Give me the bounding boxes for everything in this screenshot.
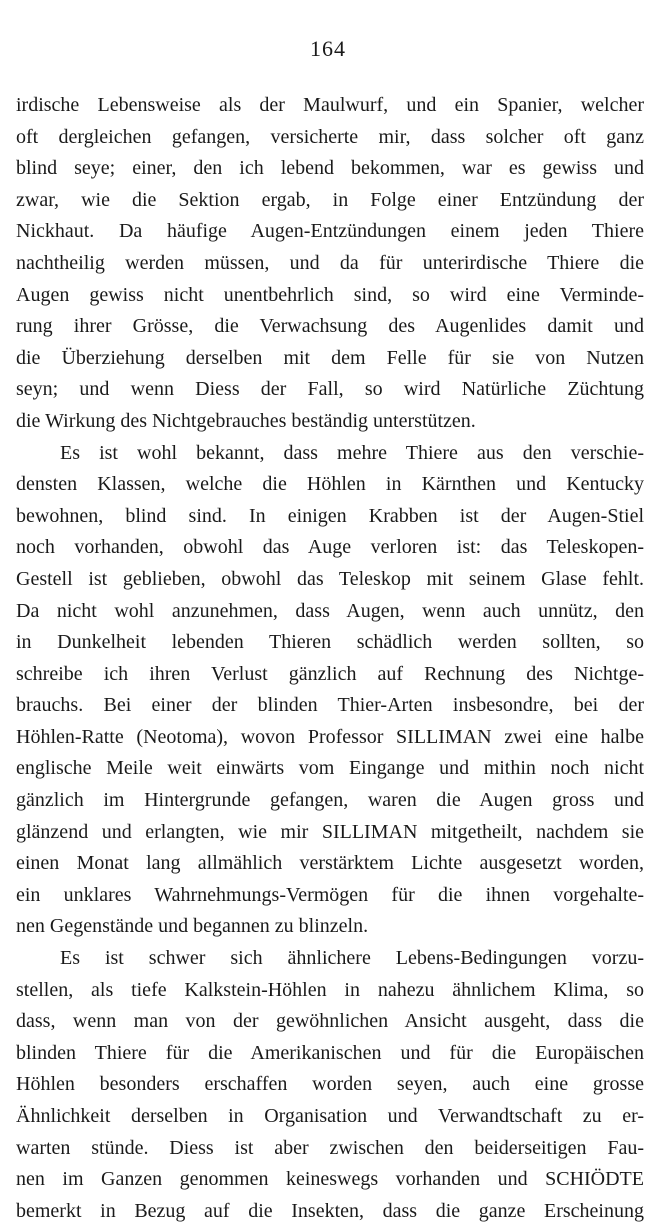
text-line: warten stünde. Diess ist aber zwischen den beiderseitigen Fau- [16, 1136, 644, 1159]
text-line: brauchs. Bei einer der blinden Thier-Arten insbesondre, bei der [16, 694, 644, 717]
text-line: glänzend und erlangten, wie mir SILLIMAN mitgetheilt, nachdem sie [16, 820, 644, 843]
text-line: die Wirkung des Nichtgebrauches beständig unterstützen. [16, 409, 476, 432]
text-line: Augen gewiss nicht unentbehrlich sind, so wird eine Verminde- [16, 283, 644, 306]
text-line: blind seye; einer, den ich lebend bekommen, war es gewiss und [16, 157, 644, 180]
text-line: schreibe ich ihren Verlust gänzlich auf Rechnung des Nichtge- [16, 662, 644, 685]
text-line: nachtheilig werden müssen, und da für unterirdische Thiere die [16, 251, 644, 274]
text-line: Höhlen-Ratte (Neotoma), wovon Professor SILLIMAN zwei eine halbe [16, 725, 644, 748]
text-line: Nickhaut. Da häufige Augen-Entzündungen einem jeden Thiere [16, 220, 644, 243]
text-line: noch vorhanden, obwohl das Auge verloren ist: das Teleskopen- [16, 536, 644, 559]
text-line: nen im Ganzen genommen keineswegs vorhanden und SCHIÖDTE [16, 1168, 644, 1191]
text-line: ein unklares Wahrnehmungs-Vermögen für die ihnen vorgehalte- [16, 883, 644, 906]
text-line: Da nicht wohl anzunehmen, dass Augen, wenn auch unnütz, den [16, 599, 644, 622]
page-number: 164 [310, 36, 346, 61]
text-line: seyn; und wenn Diess der Fall, so wird Natürliche Züchtung [16, 378, 644, 401]
text-line: irdische Lebensweise als der Maulwurf, und ein Spanier, welcher [16, 94, 644, 116]
text-line: Gestell ist geblieben, obwohl das Teleskop mit seinem Glase fehlt. [16, 567, 644, 590]
text-line: stellen, als tiefe Kalkstein-Höhlen in nahezu ähnlichem Klima, so [16, 978, 644, 1001]
text-line: nen Gegenstände und begannen zu blinzeln. [16, 915, 369, 938]
body-text [16, 90, 644, 1227]
text-line: densten Klassen, welche die Höhlen in Kärnthen und Kentucky [16, 473, 644, 496]
text-line: Es ist schwer sich ähnlichere Lebens-Bedingungen vorzu- [60, 947, 644, 970]
text-line: einen Monat lang allmählich verstärktem Lichte ausgesetzt worden, [16, 852, 644, 875]
text-line: die Überziehung derselben mit dem Felle für sie von Nutzen [16, 346, 644, 369]
text-line: Es ist wohl bekannt, dass mehre Thiere aus den verschie- [60, 441, 644, 464]
text-line: bemerkt in Bezug auf die Insekten, dass die ganze Erscheinung [16, 1199, 644, 1222]
text-line: in Dunkelheit lebenden Thieren schädlich werden sollten, so [16, 631, 644, 654]
text-line: oft dergleichen gefangen, versicherte mir, dass solcher oft ganz [16, 125, 644, 148]
text-line: rung ihrer Grösse, die Verwachsung des Augenlides damit und [16, 315, 644, 338]
text-line: englische Meile weit einwärts vom Eingange und mithin noch nicht [16, 757, 644, 780]
text-line: dass, wenn man von der gewöhnlichen Ansicht ausgeht, dass die [16, 1010, 644, 1033]
text-line: gänzlich im Hintergrunde gefangen, waren die Augen gross und [16, 789, 644, 812]
text-line: Höhlen besonders erschaffen worden seyen, auch eine grosse [16, 1073, 644, 1096]
text-line: bewohnen, blind sind. In einigen Krabben ist der Augen-Stiel [16, 504, 644, 527]
text-line: Ähnlichkeit derselben in Organisation und Verwandtschaft zu er- [16, 1105, 644, 1127]
text-line: zwar, wie die Sektion ergab, in Folge einer Entzündung der [16, 188, 644, 211]
text-line: blinden Thiere für die Amerikanischen und für die Europäischen [16, 1041, 644, 1064]
